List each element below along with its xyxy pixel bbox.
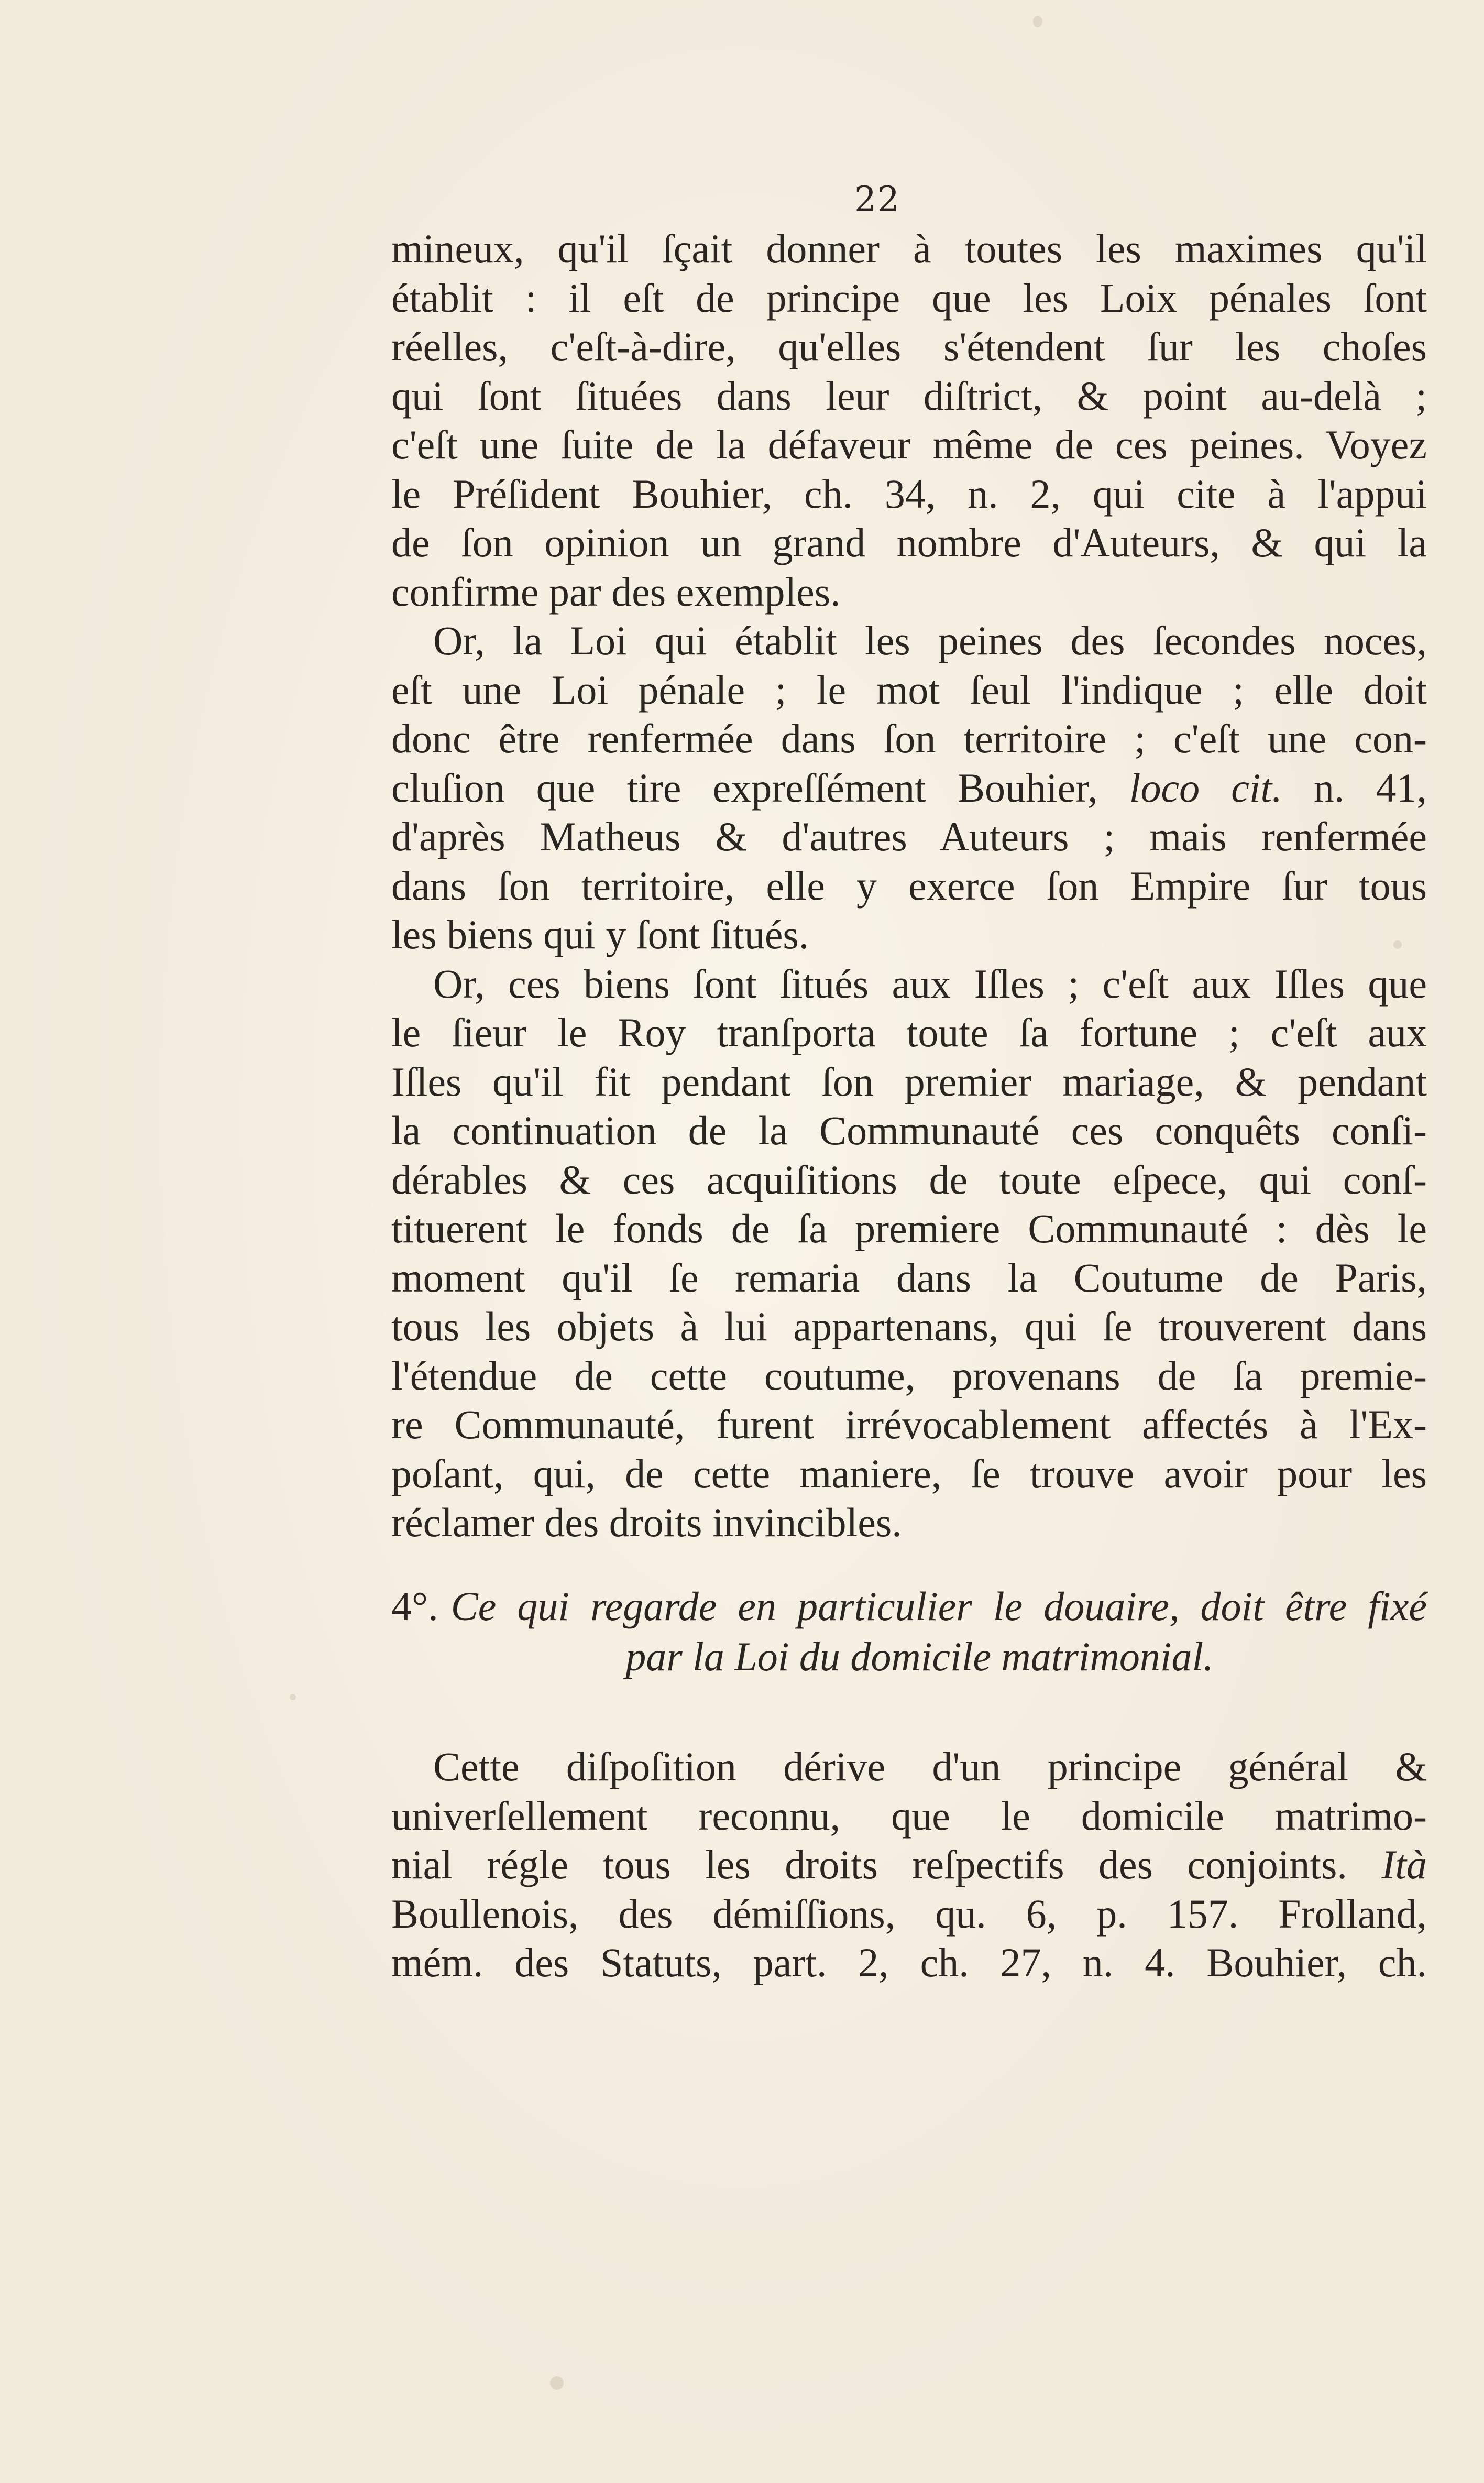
text-line: Cette diſpoſition dérive d'un principe général & — [433, 1744, 1427, 1789]
heading-text: par la Loi du domicile matrimonial. — [625, 1634, 1214, 1679]
text-line: mineux, qu'il ſçait donner à toutes les maximes qu'il — [391, 226, 1427, 271]
text-segment: n. 41, — [1313, 764, 1427, 811]
text-line: réelles, c'eſt-à-dire, qu'elles s'étendent ſur les choſes — [391, 324, 1427, 369]
text-segment: cluſion que tire expreſſément Bouhier, — [391, 764, 1098, 811]
text-line: qui ſont ſituées dans leur diſtrict, & point au-delà ; — [391, 373, 1427, 419]
text-line: Iſles qu'il fit pendant ſon premier mariage, & pendant — [391, 1058, 1427, 1104]
text-line: d'après Matheus & d'autres Auteurs ; mais renfermée — [391, 814, 1427, 859]
text-line: le Préſident Bouhier, ch. 34, n. 2, qui cite à l'appui — [391, 471, 1427, 517]
text-line: poſant, qui, de cette maniere, ſe trouve avoir pour les — [391, 1450, 1427, 1496]
text-line: le ſieur le Roy tranſporta toute ſa fortune ; c'eſt aux — [391, 1010, 1427, 1055]
text-line: établit : il eſt de principe que les Loix pénales ſont — [391, 275, 1427, 321]
text-line: Boullenois, des démiſſions, qu. 6, p. 157. Frolland, — [391, 1890, 1427, 1937]
text-line: la continuation de la Communauté ces conquêts conſi- — [391, 1108, 1427, 1153]
text-line: univerſellement reconnu, que le domicile matrimo- — [391, 1792, 1427, 1839]
text-line: c'eſt une ſuite de la défaveur même de ces peines. Voyez — [391, 422, 1427, 467]
text-line: re Communauté, furent irrévocablement affectés à l'Ex- — [391, 1402, 1427, 1447]
text-line: tous les objets à lui appartenans, qui ſe trouverent dans — [391, 1304, 1427, 1349]
page-number: 22 — [854, 179, 900, 220]
section-heading — [391, 1581, 1427, 1682]
ink-spot — [550, 2376, 564, 2390]
text-line: donc être renfermée dans ſon territoire ; c'eſt une con- — [391, 716, 1427, 761]
text-line: confirme par des exemples. — [391, 568, 841, 615]
text-line: Or, la Loi qui établit les peines des ſecondes noces, — [433, 618, 1427, 663]
text-line: moment qu'il ſe remaria dans la Coutume de Paris, — [391, 1254, 1427, 1300]
ink-spot — [290, 1694, 296, 1700]
text-line: eſt une Loi pénale ; le mot ſeul l'indique ; elle doit — [391, 666, 1427, 713]
text-line: dérables & ces acquiſitions de toute eſpece, qui conſ- — [391, 1156, 1427, 1202]
italic-citation: loco cit. — [1129, 764, 1282, 811]
text-line-with-italic — [391, 1840, 1427, 1889]
body-text — [391, 1742, 1427, 1987]
text-line: les biens qui y ſont ſitués. — [391, 912, 809, 957]
text-line-with-italic — [391, 763, 1427, 813]
ink-spot — [1033, 16, 1042, 27]
section-number: 4°. — [391, 1583, 438, 1629]
text-line: tituerent le fonds de ſa premiere Communauté : dès le — [391, 1206, 1427, 1251]
text-line: l'étendue de cette coutume, provenans de ſa premie- — [391, 1352, 1427, 1398]
text-line: réclamer des droits invincibles. — [391, 1500, 902, 1545]
text-line: Or, ces biens ſont ſitués aux Iſles ; c'eſt aux Iſles que — [433, 960, 1427, 1007]
heading-line — [391, 1581, 1427, 1632]
italic-citation: Ità — [1381, 1842, 1427, 1887]
body-text — [391, 224, 1427, 1547]
heading-text: Ce qui regarde en particulier le douaire, doit être fixé — [450, 1583, 1427, 1629]
text-line: dans ſon territoire, elle y exerce ſon Empire ſur tous — [391, 862, 1427, 909]
text-line: de ſon opinion un grand nombre d'Auteurs, & qui la — [391, 520, 1427, 565]
text-segment: nial régle tous les droits reſpectifs des conjoints. — [391, 1842, 1347, 1887]
text-line: mém. des Statuts, part. 2, ch. 27, n. 4. Bouhier, ch. — [391, 1940, 1427, 1985]
